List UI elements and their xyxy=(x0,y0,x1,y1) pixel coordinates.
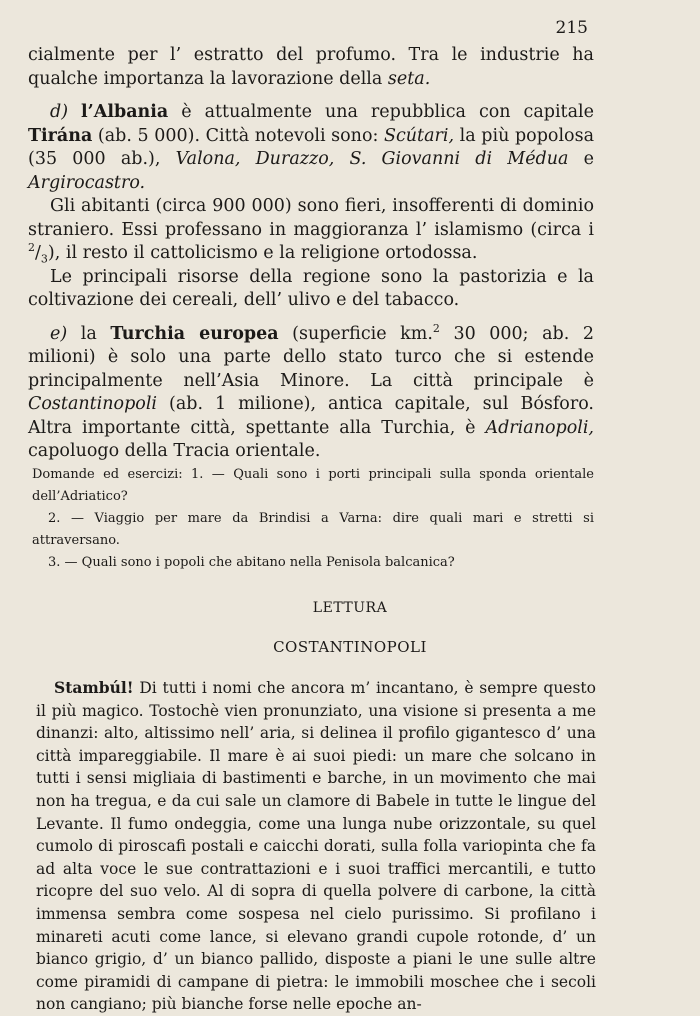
page-number: 215 xyxy=(555,18,588,38)
reading-text xyxy=(36,677,596,1016)
paragraph-risorse: Le principali risorse della regione sono la pastorizia e la coltivazione dei cereali, dell’ ulivo e del tabacco. xyxy=(28,266,594,310)
reading-label: LETTURA xyxy=(312,600,388,616)
exercise-question: Domande ed esercizi: 1. — Quali sono i porti principali sulla sponda orientale dell’Adriatico? xyxy=(32,467,594,504)
paragraph-intro: cialmente per l’ estratto del profumo. Tra le industrie ha qualche importanza la lavorazione della seta. xyxy=(28,45,594,89)
paragraph-turchia: e) la Turchia europea (superficie km.$^2$ 30 000; ab. 2 milioni) è solo una parte dello stato turco che si estende principalmente nell’Asia Minore. La città principale è Costantinopoli (ab. 1 milione), antica capitale, sul Bósforo. Altra importante città, spettante alla Turchia, è Adrianopoli, capoluogo della Tracia orientale. xyxy=(28,321,594,461)
exercises-section xyxy=(32,464,594,574)
main-text xyxy=(28,44,594,464)
reading-title: COSTANTINOPOLI xyxy=(273,638,427,656)
exercise-question: 3. — Quali sono i popoli che abitano nella Penisola balcanica? xyxy=(48,555,455,570)
reading-paragraph: Stambúl! Di tutti i nomi che ancora m’ incantano, è sempre questo il più magico. Tostochè vien pronunziato, una visione si presenta a me dinanzi: alto, altissimo nell’ aria, si delinea il profilo gigantesco d’ una città impareggiabile. Il mare è ai suoi piedi: un mare che solcano in tutti i sensi migliaia di bastimenti e barche, in un movimento che mai non ha tregua, e da cui sale un clamore di Babele in tutte le lingue del Levante. Il fumo ondeggia, come una lunga nube orizzontale, su quel cumolo di piroscafi postali e caicchi dorati, sulla folla variopinta che fa ad alta voce le sue contrattazioni e i suoi traffici mercantili, e tutto ricopre del suo velo. Al di sopra di quella polvere di carbone, la città immensa sembra come sospesa nel cielo purissimo. Si profilano i minareti acuti come lance, si elevano grandi cupole rotonde, d’ un bianco grigio, d’ un bianco pallido, disposte a piani le une sulle altre come piramidi di campane di pietra: le immobili moschee che i secoli non cangiano; più bianche forse nelle epoche an- xyxy=(36,678,596,1014)
paragraph-abitanti: Gli abitanti (circa 900 000) sono fieri, insofferenti di dominio straniero. Essi professano in maggioranza l’ islamismo (circa i $^2/_3$), il resto il cattolicismo e la religione ortodossa. xyxy=(28,196,594,266)
paragraph-albania: d) l’Albania è attualmente una repubblica con capitale Tirána (ab. 5 000). Città notevoli sono: Scútari, la più popolosa (35 000 ab.), Valona, Durazzo, S. Giovanni di Médua e Argirocastro. xyxy=(28,102,594,193)
exercise-question: 2. — Viaggio per mare da Brindisi a Varna: dire quali mari e stretti si attraversano. xyxy=(32,511,594,548)
